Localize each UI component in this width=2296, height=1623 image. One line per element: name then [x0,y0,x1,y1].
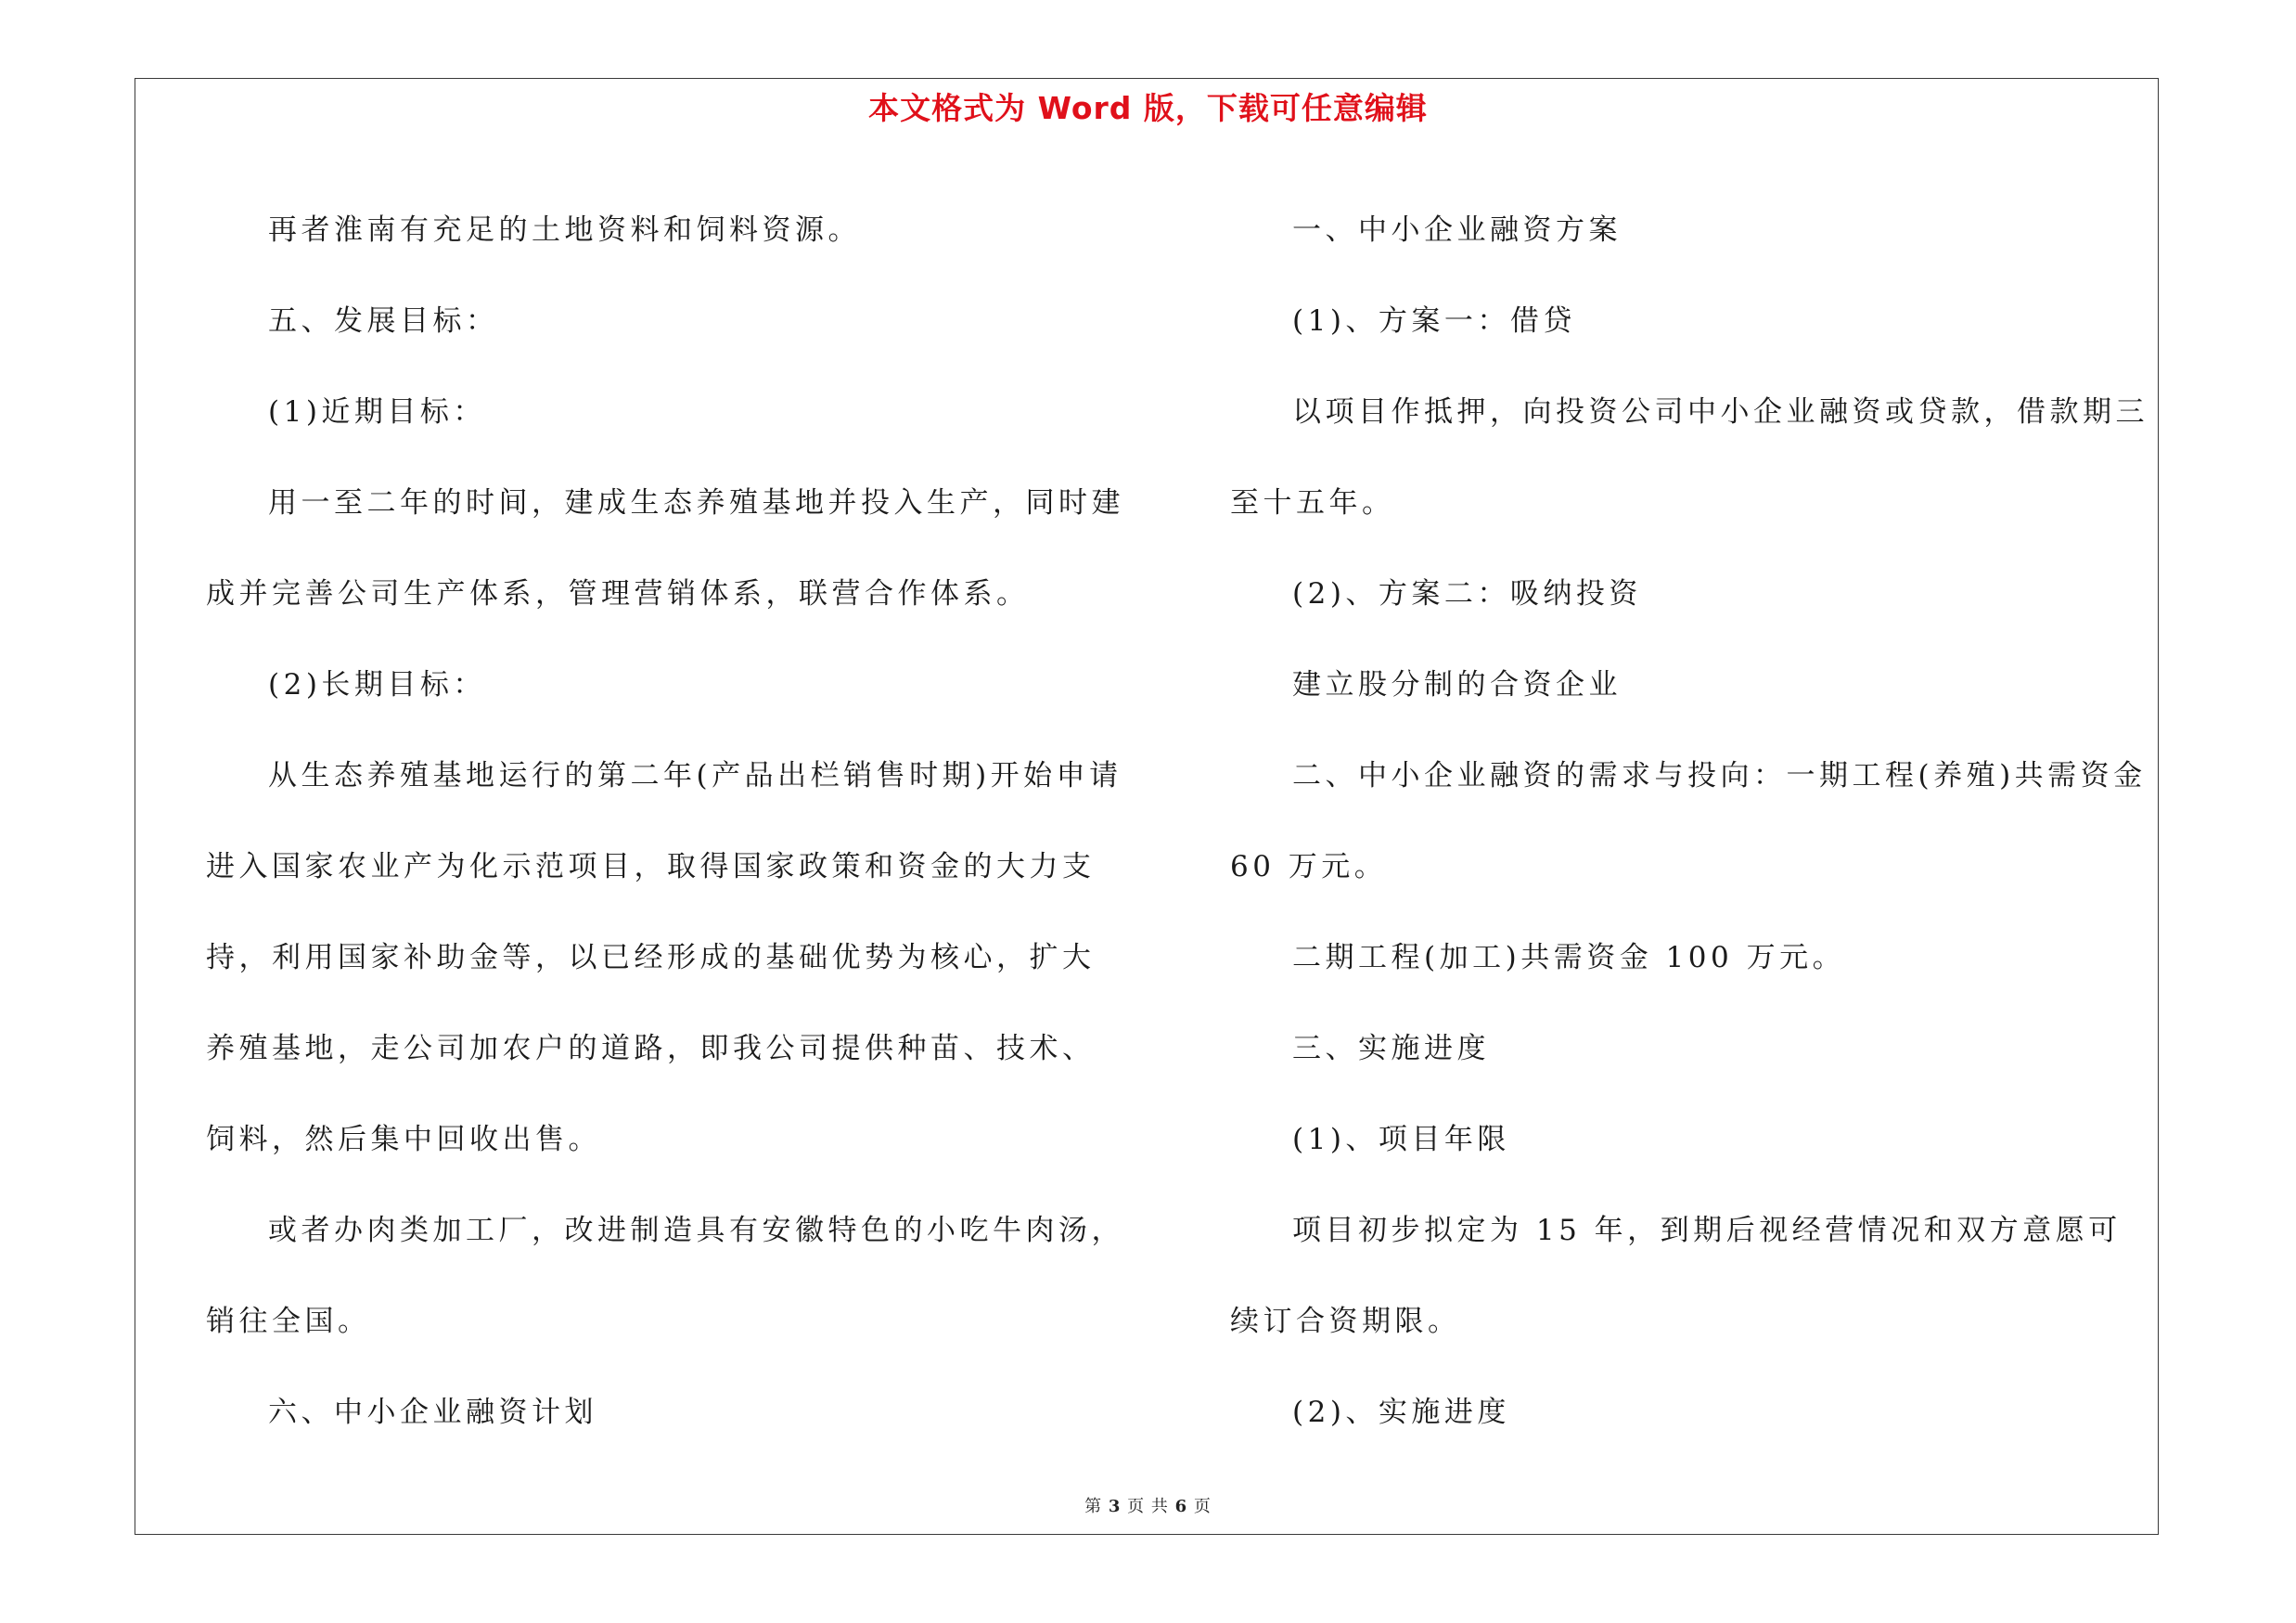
word-format-banner: 本文格式为 Word 版，下载可任意编辑 [868,90,1428,126]
paragraph: 以项目作抵押，向投资公司中小企业融资或贷款，借款期三至十五年。 [1230,395,2148,520]
section-heading: 二、中小企业融资的需求与投向：一期工程(养殖)共需资金 60 万元。 [1230,759,2147,883]
subheading: (2)长期目标： [268,668,486,702]
section-heading: 一、中小企业融资方案 [1292,213,1622,247]
page-number-footer [0,1493,2296,1521]
paragraph: 用一至二年的时间，建成生态养殖基地并投入生产，同时建成并完善公司生产体系，管理营销体系，联营合作体系。 [206,486,1124,611]
right-text-column [1230,185,2152,1458]
paragraph: 二期工程(加工)共需资金 100 万元。 [1292,941,1846,974]
subheading: (1)近期目标： [268,395,486,429]
subheading: (2)、实施进度 [1292,1396,1510,1429]
current-page-number: 3 [1108,1497,1122,1516]
footer-prefix: 第 [1084,1497,1103,1516]
section-heading: 三、实施进度 [1292,1032,1490,1065]
total-pages-number: 6 [1174,1497,1188,1516]
footer-middle: 页 共 [1127,1497,1169,1516]
paragraph: 从生态养殖基地运行的第二年(产品出栏销售时期)开始申请进入国家农业产为化示范项目，取得国家政策和资金的大力支持，利用国家补助金等，以已经形成的基础优势为核心，扩大养殖基地，走公司加农户的道路，即我公司提供种苗、技术、饲料，然后集中回收出售。 [206,759,1122,1156]
subheading: (2)、方案二：吸纳投资 [1292,577,1642,611]
footer-suffix: 页 [1193,1497,1212,1516]
paragraph: 建立股分制的合资企业 [1292,668,1622,702]
paragraph: 再者淮南有充足的土地资料和饲料资源。 [268,213,861,247]
paragraph: 项目初步拟定为 15 年，到期后视经营情况和双方意愿可续订合资期限。 [1230,1214,2122,1338]
section-heading: 五、发展目标： [268,304,499,338]
paragraph: 或者办肉类加工厂，改进制造具有安徽特色的小吃牛肉汤，销往全国。 [206,1214,1124,1338]
subheading: (1)、方案一：借贷 [1292,304,1576,338]
left-text-column [206,185,1127,1458]
subheading: (1)、项目年限 [1292,1123,1510,1156]
section-heading: 六、中小企业融资计划 [268,1396,597,1429]
